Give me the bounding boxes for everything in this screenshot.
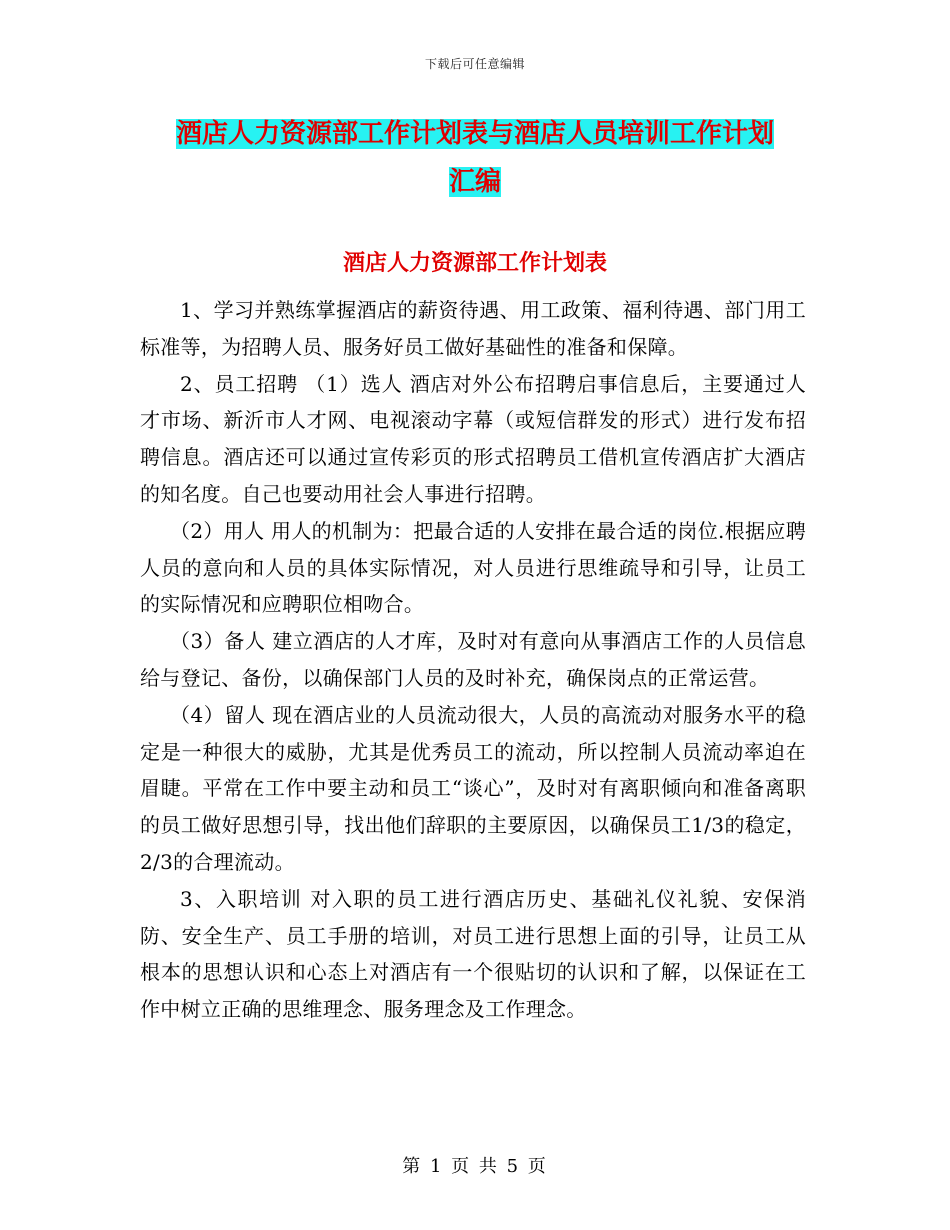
paragraph-1: 1、学习并熟练掌握酒店的薪资待遇、用工政策、福利待遇、部门用工标准等，为招聘人员、服务好员工做好基础性的准备和保障。 — [140, 298, 806, 359]
document-title-line2: 汇编 — [448, 167, 501, 197]
page-number: 第 1 页 共 5 页 — [402, 1156, 548, 1177]
paragraph-5: （4）留人 现在酒店业的人员流动很大，人员的高流动对服务水平的稳定是一种很大的威胁，尤其是优秀员工的流动，所以控制人员流动率迫在眉睫。平常在工作中要主动和员工“谈心”，及时对有离职倾向和准备离职的员工做好思想引导，找出他们辞职的主要原因，以确保员工1/3的稳定，2/3的合理流动。 — [140, 702, 806, 874]
paragraph-2: 2、员工招聘 （1）选人 酒店对外公布招聘启事信息后，主要通过人才市场、新沂市人才网、电视滚动字幕（或短信群发的形式）进行发布招聘信息。酒店还可以通过宣传彩页的形式招聘员工借机宣传酒店扩大酒店的知名度。自己也要动用社会人事进行招聘。 — [140, 371, 806, 506]
document-title-line1: 酒店人力资源部工作计划表与酒店人员培训工作计划 — [175, 119, 774, 149]
paragraph-6: 3、入职培训 对入职的员工进行酒店历史、基础礼仪礼貌、安保消防、安全生产、员工手册的培训，对员工进行思想上面的引导，让员工从根本的思想认识和心态上对酒店有一个很贴切的认识和了解，以保证在工作中树立正确的思维理念、服务理念及工作理念。 — [140, 886, 806, 1022]
paragraph-3: （2）用人 用人的机制为：把最合适的人安排在最合适的岗位.根据应聘人员的意向和人员的具体实际情况，对人员进行思维疏导和引导，让员工的实际情况和应聘职位相吻合。 — [140, 518, 806, 617]
page-header-note: 下载后可任意编辑 — [424, 57, 525, 71]
section-title: 酒店人力资源部工作计划表 — [342, 250, 607, 276]
document-body — [140, 292, 806, 1028]
document-title — [140, 110, 810, 206]
paragraph-4: （3）备人 建立酒店的人才库，及时对有意向从事酒店工作的人员信息给与登记、备份，以确保部门人员的及时补充，确保岗点的正常运营。 — [140, 629, 806, 690]
